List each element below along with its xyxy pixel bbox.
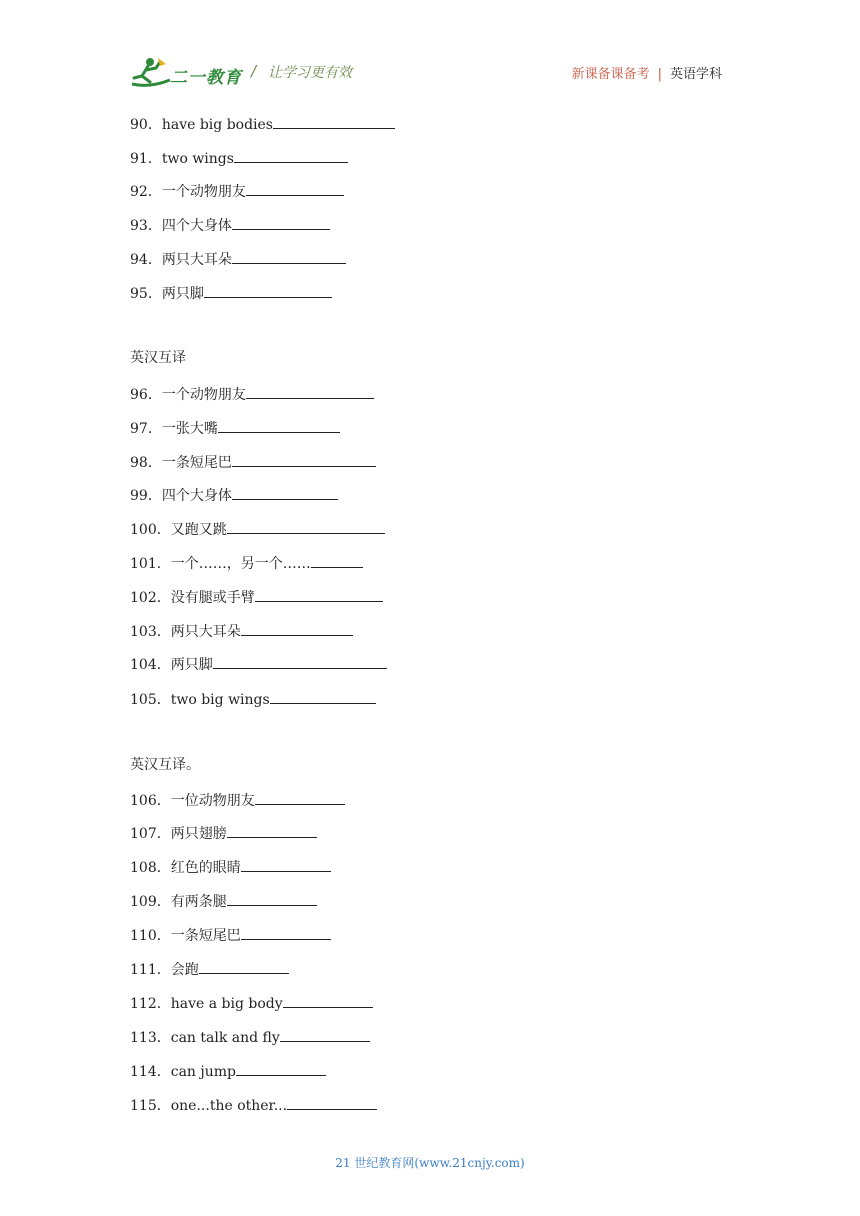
question-103: 103．两只大耳朵 [130, 621, 353, 641]
question-102: 102．没有腿或手臂 [130, 587, 383, 607]
question-95: 95．两只脚 [130, 283, 332, 303]
answer-blank[interactable] [232, 485, 338, 500]
question-101: 101．一个……，另一个…… [130, 553, 363, 573]
question-91: 91．two wings [130, 148, 348, 168]
answer-blank[interactable] [311, 553, 363, 568]
question-99: 99．四个大身体 [130, 485, 338, 505]
question-94: 94．两只大耳朵 [130, 249, 346, 269]
question-107: 107．两只翅膀 [130, 823, 317, 843]
question-104: 104．两只脚 [130, 654, 387, 674]
question-108: 108．红色的眼睛 [130, 857, 331, 877]
question-111: 111．会跑 [130, 959, 289, 979]
section-title-c: 英汉互译。 [130, 757, 200, 773]
answer-blank[interactable] [227, 519, 385, 534]
answer-blank[interactable] [218, 418, 340, 433]
header-right [572, 63, 722, 82]
question-97: 97．一张大嘴 [130, 418, 340, 438]
answer-blank[interactable] [234, 148, 348, 163]
answer-blank[interactable] [232, 249, 346, 264]
answer-blank[interactable] [227, 823, 317, 838]
answer-blank[interactable] [241, 925, 331, 940]
logo-text: 二一教育 [170, 68, 242, 88]
question-115: 115．one...the other... [130, 1095, 377, 1115]
answer-blank[interactable] [283, 993, 373, 1008]
question-100: 100．又跑又跳 [130, 519, 385, 539]
answer-blank[interactable] [227, 891, 317, 906]
answer-blank[interactable] [241, 621, 353, 636]
answer-blank[interactable] [255, 587, 383, 602]
answer-blank[interactable] [270, 689, 376, 704]
question-113: 113．can talk and fly [130, 1027, 370, 1047]
question-93: 93．四个大身体 [130, 215, 330, 235]
answer-blank[interactable] [232, 215, 330, 230]
question-96: 96．一个动物朋友 [130, 384, 374, 404]
answer-blank[interactable] [246, 181, 344, 196]
question-110: 110．一条短尾巴 [130, 925, 331, 945]
question-90: 90．have big bodies [130, 114, 395, 134]
page-header [0, 0, 860, 100]
question-114: 114．can jump [130, 1061, 326, 1081]
header-subject: 英语学科 [669, 67, 722, 82]
answer-blank[interactable] [273, 114, 395, 129]
header-slogan: 让学习更有效 [268, 65, 352, 81]
question-112: 112．have a big body [130, 993, 373, 1013]
header-separator: | [657, 67, 662, 82]
header-slash: / [251, 62, 257, 80]
question-106: 106．一位动物朋友 [130, 790, 345, 810]
section-title-b: 英汉互译 [130, 350, 186, 366]
answer-blank[interactable] [287, 1095, 377, 1110]
page-footer: 21 世纪教育网(www.21cnjy.com) [335, 1156, 525, 1170]
answer-blank[interactable] [232, 452, 376, 467]
answer-blank[interactable] [246, 384, 374, 399]
question-98: 98．一条短尾巴 [130, 452, 376, 472]
question-105: 105．two big wings [130, 689, 376, 709]
answer-blank[interactable] [204, 283, 332, 298]
answer-blank[interactable] [255, 790, 345, 805]
question-109: 109．有两条腿 [130, 891, 317, 911]
answer-blank[interactable] [280, 1027, 370, 1042]
answer-blank[interactable] [236, 1061, 326, 1076]
question-92: 92．一个动物朋友 [130, 181, 344, 201]
answer-blank[interactable] [199, 959, 289, 974]
answer-blank[interactable] [213, 654, 387, 669]
answer-blank[interactable] [241, 857, 331, 872]
header-course: 新课备课备考 [571, 67, 650, 82]
